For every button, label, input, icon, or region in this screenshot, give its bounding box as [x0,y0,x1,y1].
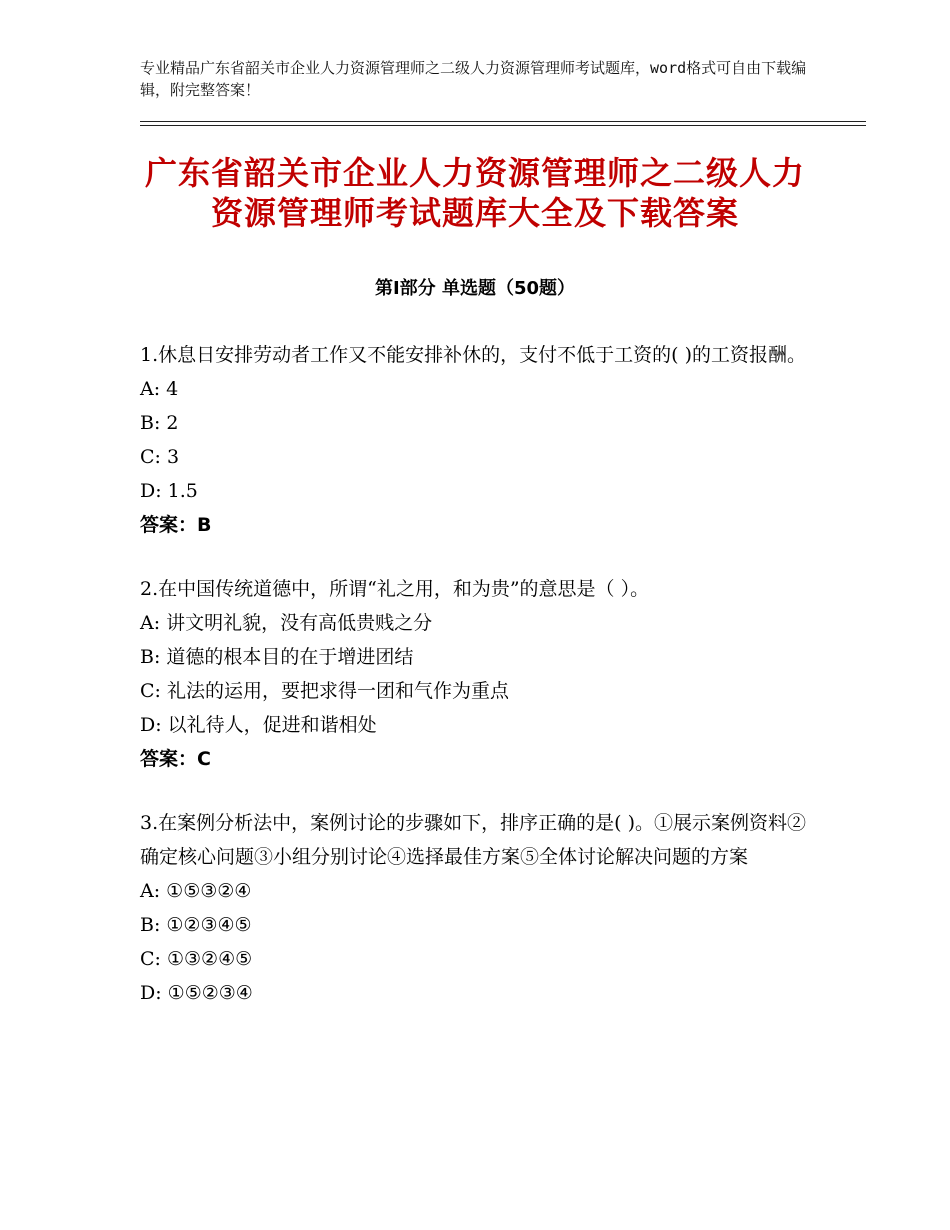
section-title: 第Ⅰ部分 单选题（50题） [374,278,575,299]
option-b: B: 2 [140,412,179,434]
header-divider [140,121,866,122]
answer-label: 答案：B [140,514,212,536]
option-c: C: 3 [140,446,180,468]
option-d: D: 以礼待人，促进和谐相处 [140,714,377,736]
option-b: B: ①②③④⑤ [140,914,252,936]
question-2 [140,572,810,776]
option-b: B: 道德的根本目的在于增进团结 [140,646,414,668]
option-d: D: 1.5 [140,480,198,502]
option-c: C: 礼法的运用，要把求得一团和气作为重点 [140,680,509,702]
header-divider-second [140,125,866,126]
option-d: D: ①⑤②③④ [140,982,253,1004]
option-a: A: 讲文明礼貌，没有高低贵贱之分 [140,612,433,634]
question-stem: 2.在中国传统道德中，所谓“礼之用，和为贵”的意思是（ ）。 [140,578,650,600]
question-stem: 3.在案例分析法中，案例讨论的步骤如下，排序正确的是( )。①展示案例资料②确定核心问题③小组分别讨论④选择最佳方案⑤全体讨论解决问题的方案 [140,812,806,868]
option-c: C: ①③②④⑤ [140,948,253,970]
header-note: 专业精品广东省韶关市企业人力资源管理师之二级人力资源管理师考试题库，word格式可自由下载编辑，附完整答案！ [140,59,807,99]
question-stem: 1.休息日安排劳动者工作又不能安排补休的，支付不低于工资的( )的工资报酬。 [140,344,806,366]
question-1 [140,338,810,542]
option-a: A: 4 [140,378,179,400]
document-title: 广东省韶关市企业人力资源管理师之二级人力资源管理师考试题库大全及下载答案 [144,154,805,232]
question-3 [140,806,810,1010]
question-list [140,338,810,1040]
option-a: A: ①⑤③②④ [140,880,252,902]
answer-label: 答案：C [140,748,211,770]
